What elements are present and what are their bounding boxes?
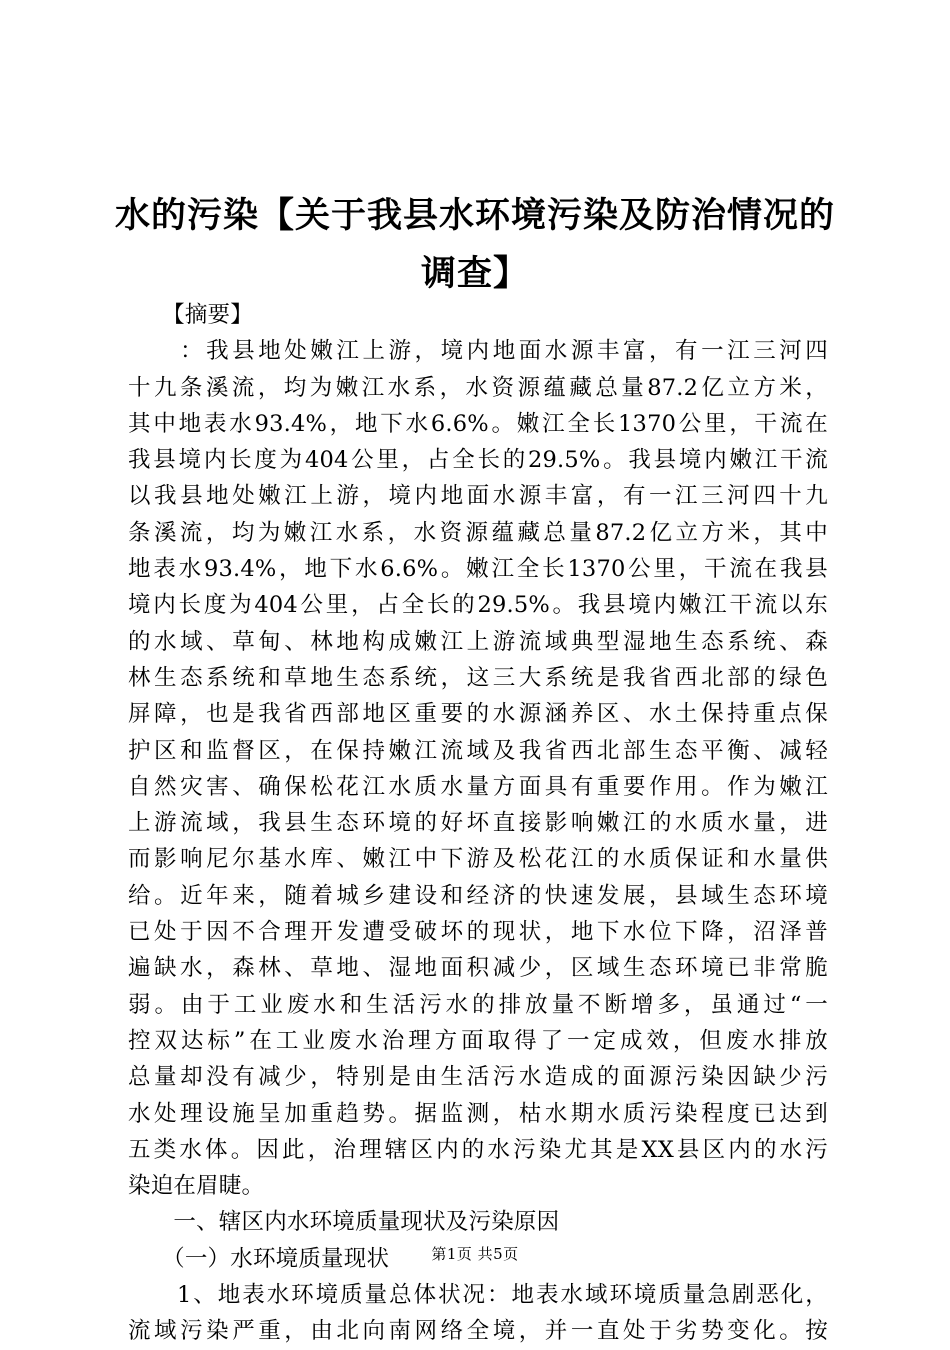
body-text-line: 染迫在眉睫。 xyxy=(128,1173,265,1200)
document-body xyxy=(128,297,828,1350)
body-text-line: 护区和监督区，在保持嫩江流域及我省西北部生态平衡、减轻 xyxy=(128,737,828,764)
body-text-line: 我县境内长度为404公里，占全长的29.5%。我县境内嫩江干流 xyxy=(128,447,828,474)
body-text-line: 地表水93.4%，地下水6.6%。嫩江全长1370公里，干流在我县 xyxy=(128,556,828,583)
document-title-line-2: 调查】 xyxy=(420,253,529,294)
body-text-line: 给。近年来，随着城乡建设和经济的快速发展，县域生态环境 xyxy=(128,882,828,909)
body-text-line: 条溪流，均为嫩江水系，水资源蕴藏总量87.2亿立方米，其中 xyxy=(128,519,828,546)
body-text-line: 林生态系统和草地生态系统，这三大系统是我省西北部的绿色 xyxy=(128,664,828,691)
body-text-line: 十九条溪流，均为嫩江水系，水资源蕴藏总量87.2亿立方米， xyxy=(128,374,828,401)
body-text-line: 自然灾害、确保松花江水质水量方面具有重要作用。作为嫩江 xyxy=(128,773,828,800)
body-text-line: 1、地表水环境质量总体状况：地表水域环境质量急剧恶化， xyxy=(128,1282,828,1309)
body-text-line: 而影响尼尔基水库、嫩江中下游及松花江的水质保证和水量供 xyxy=(128,846,828,873)
body-text-line: 总量却没有减少，特别是由生活污水造成的面源污染因缺少污 xyxy=(128,1064,828,1091)
body-text-line: 屏障，也是我省西部地区重要的水源涵养区、水土保持重点保 xyxy=(128,701,828,728)
body-text-line: 控双达标”在工业废水治理方面取得了一定成效，但废水排放 xyxy=(128,1027,828,1054)
body-text-line: 已处于因不合理开发遭受破坏的现状，地下水位下降，沼泽普 xyxy=(128,919,828,946)
body-text-line: ：我县地处嫩江上游，境内地面水源丰富，有一江三河四 xyxy=(128,338,828,365)
page-footer: 第1页 共5页 xyxy=(431,1245,519,1263)
body-text-line: 遍缺水，森林、草地、湿地面积减少，区域生态环境已非常脆 xyxy=(128,955,828,982)
body-text-line: 一、辖区内水环境质量现状及污染原因 xyxy=(128,1209,560,1236)
body-text-line: 其中地表水93.4%，地下水6.6%。嫩江全长1370公里，干流在 xyxy=(128,410,828,437)
body-text-line: 的水域、草甸、林地构成嫩江上游流域典型湿地生态系统、森 xyxy=(128,628,828,655)
body-text-line: 水处理设施呈加重趋势。据监测，枯水期水质污染程度已达到 xyxy=(128,1100,828,1127)
body-text-line: 上游流域，我县生态环境的好坏直接影响嫩江的水质水量，进 xyxy=(128,810,828,837)
body-text-line: 以我县地处嫩江上游，境内地面水源丰富，有一江三河四十九 xyxy=(128,483,828,510)
body-text-line: 五类水体。因此，治理辖区内的水污染尤其是XX县区内的水污 xyxy=(128,1136,828,1163)
body-text-line: 弱。由于工业废水和生活污水的排放量不断增多，虽通过“一 xyxy=(128,991,828,1018)
body-text-line: 流域污染严重，由北向南网络全境，并一直处于劣势变化。按 xyxy=(128,1318,828,1345)
body-text-line: 【摘要】 xyxy=(128,302,253,328)
body-text-line: （一）水环境质量现状 xyxy=(128,1245,390,1272)
document-title-line-1: 水的污染【关于我县水环境污染及防治情况的 xyxy=(114,195,835,236)
body-text-line: 境内长度为404公里，占全长的29.5%。我县境内嫩江干流以东 xyxy=(128,592,828,619)
